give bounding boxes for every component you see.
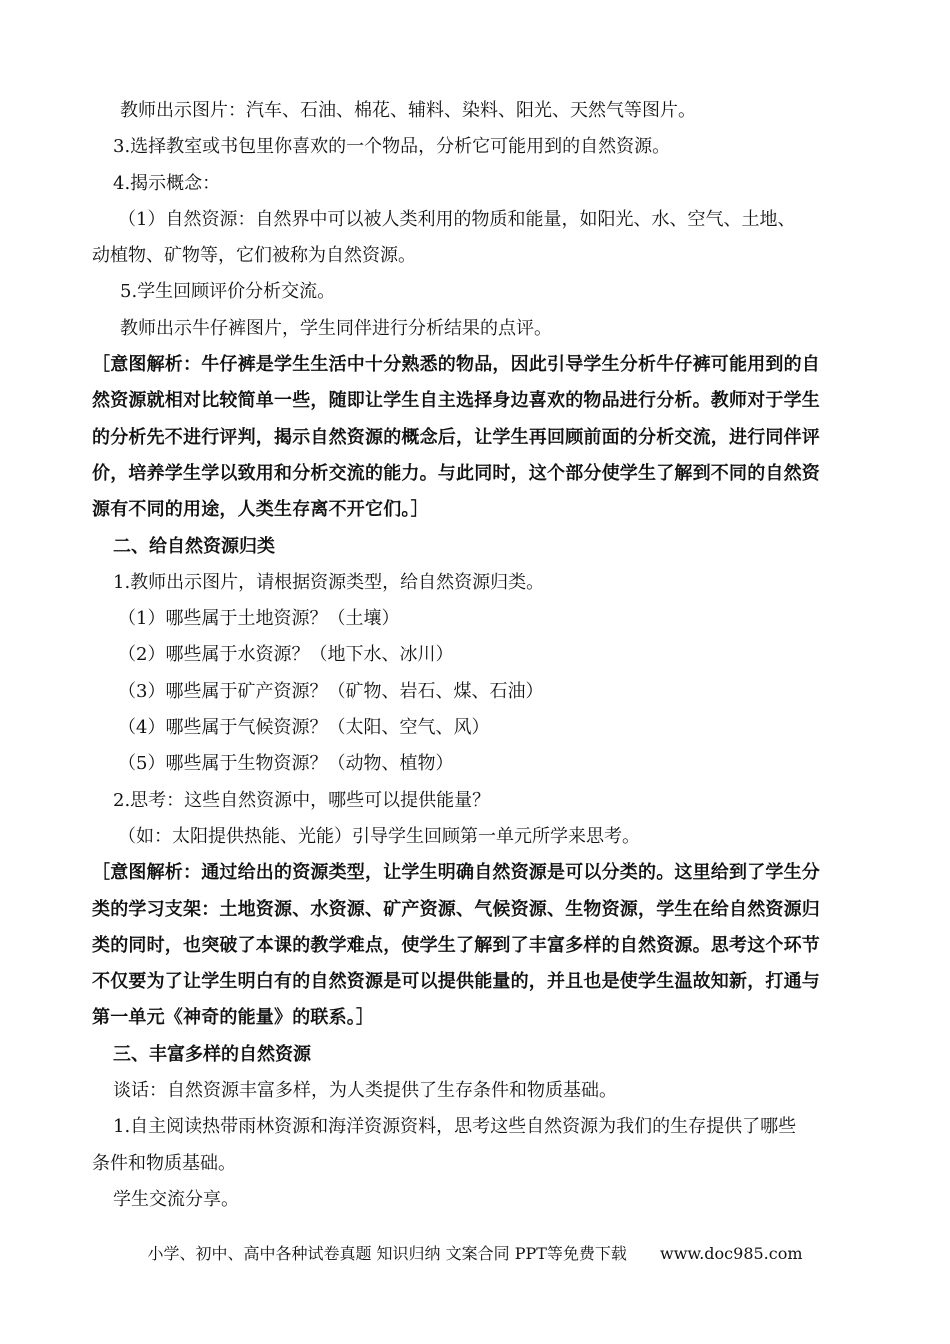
intent-analysis-line: 的分析先不进行评判，揭示自然资源的概念后，让学生再回顾前面的分析交流，进行同伴评 xyxy=(92,426,820,448)
page-footer xyxy=(0,1242,950,1266)
text-line: 教师出示图片：汽车、石油、棉花、辅料、染料、阳光、天然气等图片。 xyxy=(120,100,696,121)
section-heading: 三、丰富多样的自然资源 xyxy=(113,1043,311,1065)
text-line: （4）哪些属于气候资源？（太阳、空气、风） xyxy=(118,717,490,739)
text-line: （1）哪些属于土地资源？（土壤） xyxy=(118,608,400,630)
intent-analysis-line: ［意图解析：通过给出的资源类型，让学生明确自然资源是可以分类的。这里给到了学生分 xyxy=(92,862,820,884)
intent-analysis-line: 不仅要为了让学生明白有的自然资源是可以提供能量的，并且也是使学生温故知新，打通与 xyxy=(92,971,820,993)
document-body xyxy=(92,93,862,1218)
text-line: 1.教师出示图片，请根据资源类型，给自然资源归类。 xyxy=(113,571,545,593)
text-line: 4.揭示概念： xyxy=(113,172,221,194)
intent-analysis-line: 源有不同的用途，人类生存离不开它们。］ xyxy=(92,499,429,521)
footer-text: 小学、初中、高中各种试卷真题 知识归纳 文案合同 PPT等免费下载 xyxy=(147,1244,627,1263)
text-line: （2）哪些属于水资源？（地下水、冰川） xyxy=(118,644,454,666)
text-line: 教师出示牛仔裤图片，学生同伴进行分析结果的点评。 xyxy=(120,317,552,339)
text-line: 动植物、矿物等，它们被称为自然资源。 xyxy=(92,245,416,267)
text-line: （3）哪些属于矿产资源？（矿物、岩石、煤、石油） xyxy=(118,680,544,702)
text-line: 谈话：自然资源丰富多样，为人类提供了生存条件和物质基础。 xyxy=(113,1080,617,1102)
intent-analysis-line: 类的同时，也突破了本课的教学难点，使学生了解到了丰富多样的自然资源。思考这个环节 xyxy=(92,934,820,956)
text-line: 1.自主阅读热带雨林资源和海洋资源资料，思考这些自然资源为我们的生存提供了哪些 xyxy=(113,1116,797,1138)
text-line: 学生交流分享。 xyxy=(113,1188,239,1210)
text-line: 2.思考：这些自然资源中，哪些可以提供能量？ xyxy=(113,789,491,811)
text-line: 5.学生回顾评价分析交流。 xyxy=(120,281,336,303)
text-line: 条件和物质基础。 xyxy=(92,1152,236,1174)
text-line: （1）自然资源：自然界中可以被人类利用的物质和能量，如阳光、水、空气、土地、 xyxy=(118,208,796,230)
intent-analysis-line: 然资源就相对比较简单一些，随即让学生自主选择身边喜欢的物品进行分析。教师对于学生 xyxy=(92,390,820,412)
intent-analysis-line: 第一单元《神奇的能量》的联系。］ xyxy=(92,1007,375,1029)
section-heading: 二、给自然资源归类 xyxy=(113,535,275,557)
intent-analysis-line: 类的学习支架：土地资源、水资源、矿产资源、气候资源、生物资源，学生在给自然资源归 xyxy=(92,898,820,920)
intent-analysis-line: 价，培养学生学以致用和分析交流的能力。与此同时，这个部分使学生了解到不同的自然资 xyxy=(92,462,820,484)
text-line: 3.选择教室或书包里你喜欢的一个物品，分析它可能用到的自然资源。 xyxy=(113,136,671,158)
footer-url: www.doc985.com xyxy=(660,1244,803,1263)
text-line: （5）哪些属于生物资源？（动物、植物） xyxy=(118,753,454,775)
intent-analysis-line: ［意图解析：牛仔裤是学生生活中十分熟悉的物品，因此引导学生分析牛仔裤可能用到的自 xyxy=(92,354,820,376)
text-line: （如：太阳提供热能、光能）引导学生回顾第一单元所学来思考。 xyxy=(118,825,640,847)
